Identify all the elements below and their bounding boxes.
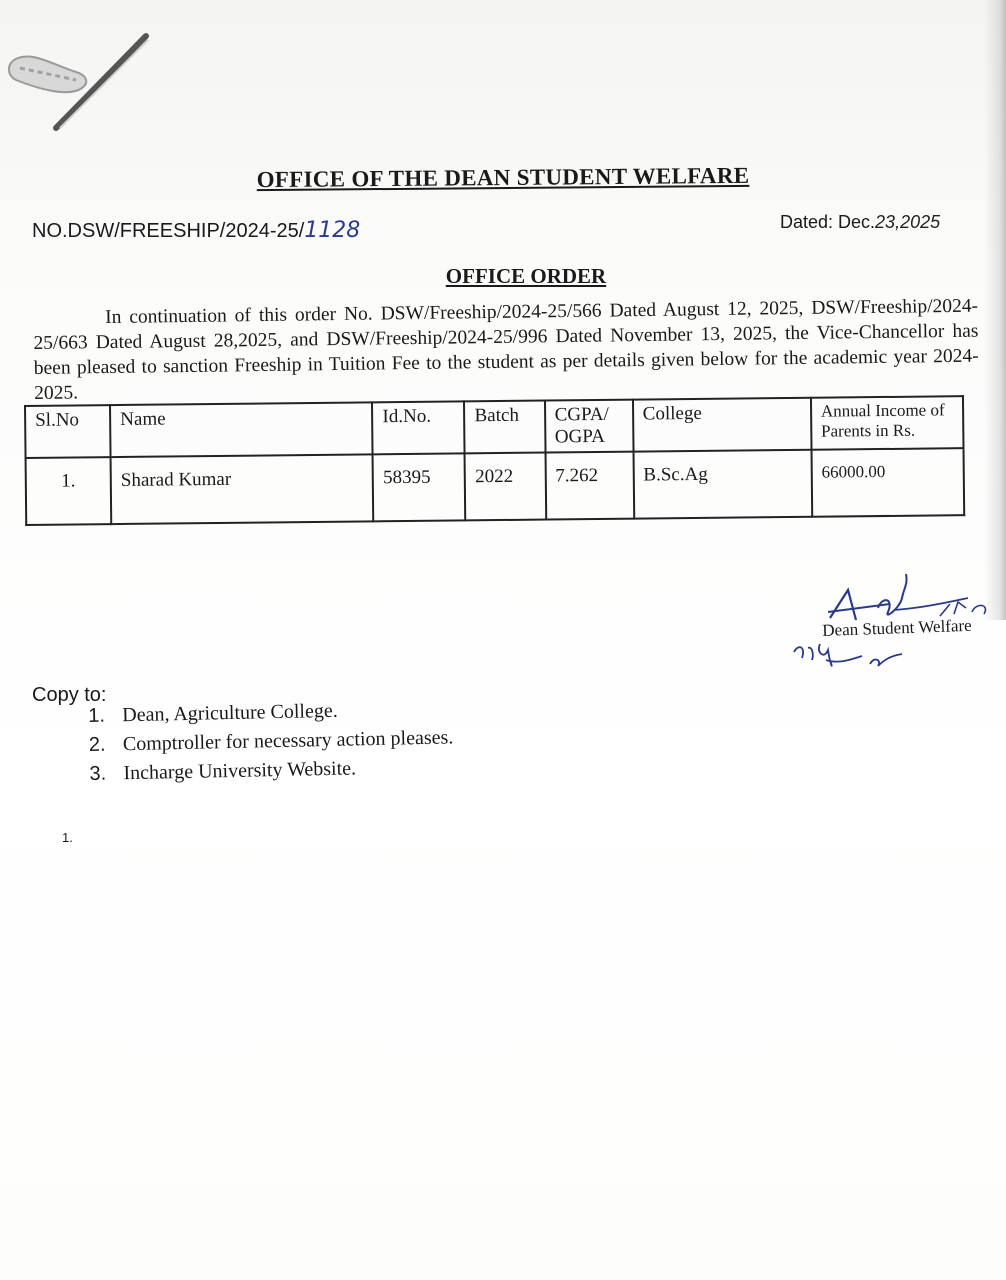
copy-to-list bbox=[88, 694, 454, 789]
list-item-text: Comptroller for necessary action pleases. bbox=[122, 726, 454, 756]
order-title: OFFICE ORDER bbox=[445, 264, 607, 288]
dated-handwritten: 23,2025 bbox=[875, 212, 941, 232]
order-body-text: In continuation of this order No. DSW/Freeship/2024-25/566 Dated August 12, 2025, DSW/Freeship/2024-25/663 Dated August 28,2025, and DSW/Freeship/2024-25/996 Dated November 13, 2025, the Vice-Chancellor has been pleased to sanction Freeship in Tuition Fee to the student as per details given below for the academic year 2024-2025. bbox=[33, 295, 979, 404]
header-income: Annual Income of Parents in Rs. bbox=[811, 396, 964, 450]
list-item-text: Incharge University Website. bbox=[123, 757, 357, 785]
reference-printed: NO.DSW/FREESHIP/2024-25/ bbox=[32, 220, 305, 242]
list-item-number: 3. bbox=[89, 762, 107, 785]
signatory-designation: Dean Student Welfare bbox=[822, 615, 972, 640]
header-sl-no: Sl.No bbox=[25, 405, 111, 458]
header-id-no: Id.No. bbox=[372, 401, 465, 454]
header-college: College bbox=[633, 398, 812, 452]
header-batch: Batch bbox=[464, 401, 545, 454]
issue-date bbox=[780, 212, 940, 233]
cell-sl-no: 1. bbox=[26, 457, 112, 525]
header-cgpa: CGPA/ OGPA bbox=[544, 400, 633, 453]
office-title: OFFICE OF THE DEAN STUDENT WELFARE bbox=[256, 162, 750, 193]
list-item-number: 1. bbox=[88, 704, 106, 727]
table-row bbox=[26, 448, 965, 525]
freeship-details-table bbox=[24, 395, 965, 526]
list-item-number: 2. bbox=[88, 733, 106, 756]
binder-clip-icon bbox=[6, 28, 166, 138]
cell-batch: 2022 bbox=[465, 453, 546, 521]
cell-cgpa: 7.262 bbox=[545, 452, 634, 520]
cell-name: Sharad Kumar bbox=[111, 454, 374, 524]
page-edge-shadow bbox=[984, 0, 1006, 620]
dated-label: Dated: Dec. bbox=[780, 212, 876, 232]
list-item bbox=[89, 752, 454, 789]
header-name: Name bbox=[110, 402, 373, 457]
copy-to-label: Copy to: bbox=[32, 684, 107, 706]
reference-handwritten: 1128 bbox=[304, 218, 361, 243]
reference-number bbox=[32, 218, 360, 243]
order-body bbox=[33, 294, 979, 406]
cell-id-no: 58395 bbox=[373, 453, 466, 521]
cell-income: 66000.00 bbox=[811, 448, 964, 517]
cell-college: B.Sc.Ag bbox=[633, 450, 812, 519]
list-item-text: Dean, Agriculture College. bbox=[122, 699, 338, 727]
page-marker: 1. bbox=[62, 830, 73, 845]
